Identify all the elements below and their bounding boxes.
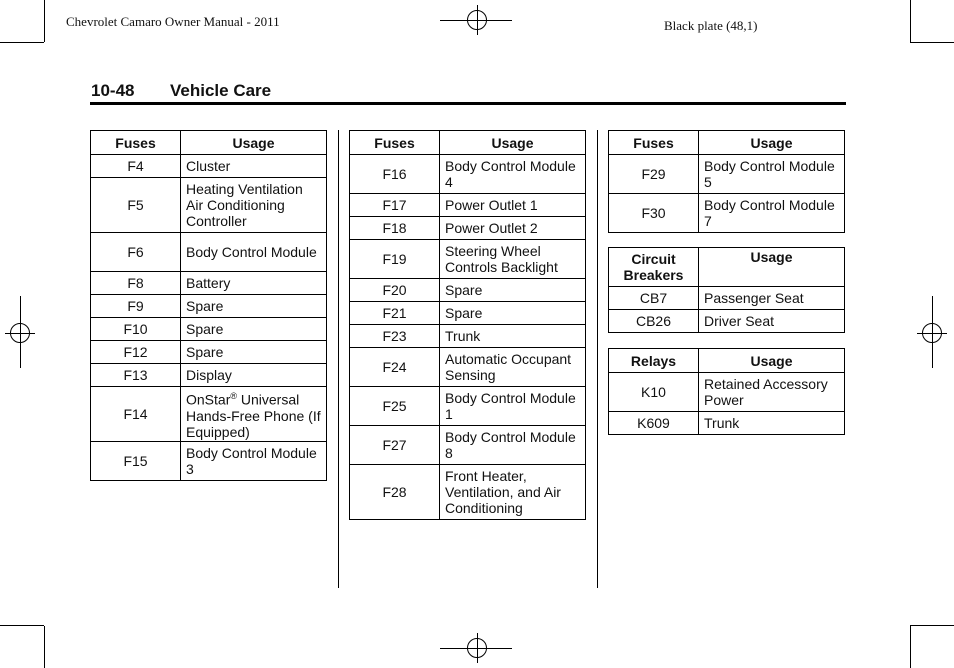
usage-cell: Body Control Module 7 <box>699 194 845 233</box>
circuit-breaker-table <box>608 247 845 333</box>
usage-cell: Retained Accessory Power <box>699 373 845 412</box>
fuse-cell: F5 <box>91 178 181 233</box>
registration-line <box>440 20 512 21</box>
fuse-cell: F28 <box>350 465 440 520</box>
usage-cell: Body Control Module <box>181 233 327 272</box>
table-row <box>350 465 586 520</box>
fuse-cell: F24 <box>350 348 440 387</box>
column-divider <box>597 130 598 588</box>
fuse-cell: F25 <box>350 387 440 426</box>
fuse-cell: F20 <box>350 279 440 302</box>
usage-cell: Trunk <box>699 412 845 435</box>
usage-cell: Body Control Module 8 <box>440 426 586 465</box>
usage-cell: Trunk <box>440 325 586 348</box>
usage-cell: Body Control Module 5 <box>699 155 845 194</box>
table-row <box>609 373 845 412</box>
header-usage: Usage <box>181 131 327 155</box>
fuse-cell: F14 <box>91 387 181 442</box>
table-row <box>91 155 327 178</box>
usage-cell <box>181 387 327 442</box>
header-usage: Usage <box>440 131 586 155</box>
table-row <box>91 178 327 233</box>
usage-cell: Spare <box>440 279 586 302</box>
crop-mark <box>44 626 45 668</box>
fuse-cell: F9 <box>91 295 181 318</box>
fuse-cell: F8 <box>91 272 181 295</box>
table-row <box>91 295 327 318</box>
fuse-cell: F13 <box>91 364 181 387</box>
usage-cell: Display <box>181 364 327 387</box>
table-row <box>91 318 327 341</box>
column-divider <box>338 130 339 588</box>
table-row <box>350 325 586 348</box>
crop-mark <box>910 42 954 43</box>
fuse-cell: F12 <box>91 341 181 364</box>
header-circuit-breakers: Circuit Breakers <box>609 248 699 287</box>
fuse-table-1 <box>90 130 327 481</box>
onstar-label: OnStar <box>186 391 231 408</box>
fuse-table-2 <box>349 130 586 520</box>
fuse-cell: F6 <box>91 233 181 272</box>
plate-label: Black plate (48,1) <box>664 18 758 33</box>
table-row <box>350 217 586 240</box>
header-usage: Usage <box>699 349 845 373</box>
manual-title: Chevrolet Camaro Owner Manual - 2011 <box>66 14 280 29</box>
table-row <box>350 426 586 465</box>
page-heading <box>91 81 271 101</box>
fuse-table-3 <box>608 130 845 233</box>
table-row <box>91 442 327 481</box>
page-number: 10-48 <box>91 81 135 100</box>
registration-line <box>932 296 933 368</box>
fuse-cell: F23 <box>350 325 440 348</box>
fuse-cell: F21 <box>350 302 440 325</box>
table-row <box>350 387 586 426</box>
table-row <box>350 348 586 387</box>
usage-cell: Body Control Module 1 <box>440 387 586 426</box>
fuse-cell: F10 <box>91 318 181 341</box>
relay-cell: K609 <box>609 412 699 435</box>
table-row <box>91 364 327 387</box>
registration-line <box>440 648 512 649</box>
usage-cell: Spare <box>181 318 327 341</box>
table-row <box>350 279 586 302</box>
registered-mark: ® <box>230 391 237 402</box>
crop-mark <box>910 625 954 626</box>
usage-cell: Battery <box>181 272 327 295</box>
fuse-cell: F27 <box>350 426 440 465</box>
table-row <box>609 412 845 435</box>
usage-cell: Steering Wheel Controls Backlight <box>440 240 586 279</box>
header-usage: Usage <box>699 248 845 287</box>
fuse-cell: F17 <box>350 194 440 217</box>
breaker-cell: CB26 <box>609 310 699 333</box>
usage-cell: Power Outlet 1 <box>440 194 586 217</box>
usage-cell: Heating Ventilation Air Conditioning Controller <box>181 178 327 233</box>
table-row <box>609 194 845 233</box>
usage-cell: Spare <box>181 341 327 364</box>
crop-mark <box>0 625 44 626</box>
usage-cell: Driver Seat <box>699 310 845 333</box>
crop-mark <box>910 626 911 668</box>
usage-text: Universal Hands-Free Phone (If Equipped) <box>186 391 321 440</box>
table-row <box>91 341 327 364</box>
fuse-cell: F30 <box>609 194 699 233</box>
relay-cell: K10 <box>609 373 699 412</box>
fuse-cell: F29 <box>609 155 699 194</box>
usage-cell: Spare <box>440 302 586 325</box>
usage-cell: Cluster <box>181 155 327 178</box>
table-row <box>609 155 845 194</box>
usage-cell: Body Control Module 4 <box>440 155 586 194</box>
registration-line <box>20 296 21 368</box>
crop-mark <box>910 0 911 42</box>
table-row <box>609 287 845 310</box>
table-row <box>350 194 586 217</box>
section-title: Vehicle Care <box>170 81 272 100</box>
header-usage: Usage <box>699 131 845 155</box>
table-row <box>91 233 327 272</box>
fuse-cell: F16 <box>350 155 440 194</box>
relay-table <box>608 348 845 435</box>
header-fuses: Fuses <box>350 131 440 155</box>
usage-cell: Passenger Seat <box>699 287 845 310</box>
crop-mark <box>0 42 44 43</box>
header-fuses: Fuses <box>91 131 181 155</box>
table-row <box>350 302 586 325</box>
usage-cell: Power Outlet 2 <box>440 217 586 240</box>
table-row <box>350 155 586 194</box>
header-relays: Relays <box>609 349 699 373</box>
table-row <box>91 387 327 442</box>
header-fuses: Fuses <box>609 131 699 155</box>
usage-cell: Front Heater, Ventilation, and Air Conditioning <box>440 465 586 520</box>
usage-cell: Spare <box>181 295 327 318</box>
table-row <box>350 240 586 279</box>
breaker-cell: CB7 <box>609 287 699 310</box>
fuse-cell: F19 <box>350 240 440 279</box>
heading-rule <box>90 102 846 105</box>
table-row <box>91 272 327 295</box>
fuse-cell: F18 <box>350 217 440 240</box>
table-row <box>609 310 845 333</box>
usage-cell: Automatic Occupant Sensing <box>440 348 586 387</box>
fuse-cell: F15 <box>91 442 181 481</box>
fuse-cell: F4 <box>91 155 181 178</box>
usage-cell: Body Control Module 3 <box>181 442 327 481</box>
crop-mark <box>44 0 45 42</box>
